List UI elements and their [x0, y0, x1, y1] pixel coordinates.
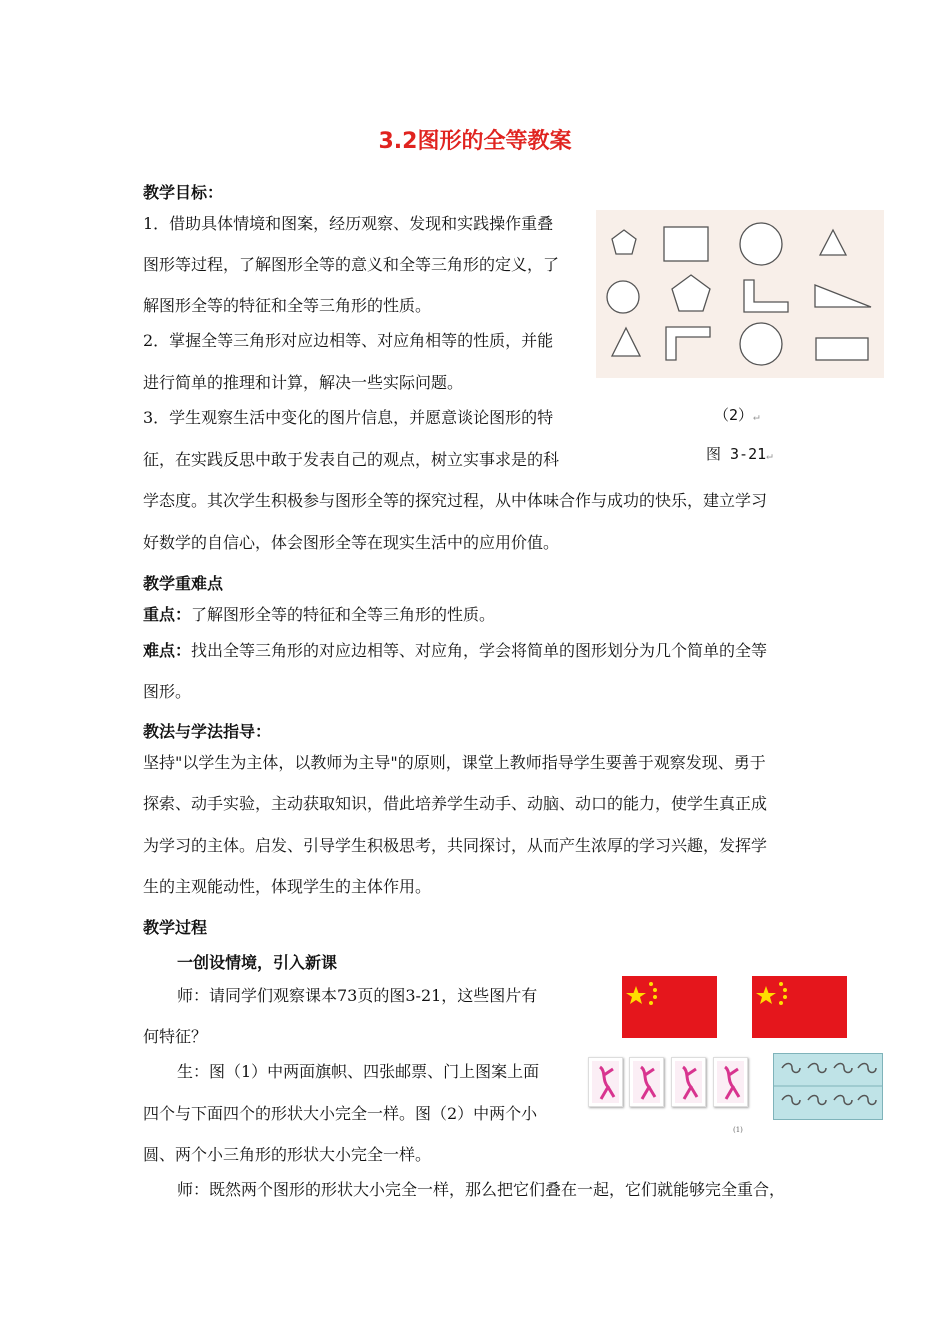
- method-line1: 坚持"以学生为主体，以教师为主导"的原则，课堂上教师指导学生要善于观察发现、勇于: [143, 753, 766, 772]
- goal2-line2: 进行简单的推理和计算，解决一些实际问题。: [143, 373, 464, 392]
- method-line2: 探索、动手实验，主动获取知识，借此培养学生动手、动脑、动口的能力，使学生真正成: [143, 794, 768, 813]
- flag-stars-svg: [622, 976, 717, 1038]
- pentagon-shape: [612, 230, 636, 254]
- pentagon-shape: [672, 275, 710, 311]
- figure-caption: 图 3-21↵: [706, 445, 773, 463]
- key-point-line: [143, 607, 495, 623]
- goal1-line1: 1．借助具体情境和图案，经历观察、发现和实践操作重叠: [143, 214, 554, 233]
- goal1-line2: 图形等过程，了解图形全等的意义和全等三角形的定义，了: [143, 255, 560, 274]
- difficulty-label: 难点：: [143, 641, 192, 660]
- circle-shape: [740, 223, 782, 265]
- difficulty-text: 找出全等三角形的对应边相等、对应角，学会将简单的图形划分为几个简单的全等: [191, 641, 768, 660]
- circle-shape: [607, 281, 639, 313]
- teacher-line2: 何特征？: [143, 1027, 208, 1046]
- key-points-heading: 教学重难点: [143, 574, 224, 593]
- stamp-image: [629, 1057, 664, 1107]
- method-heading: 教法与学法指导：: [143, 722, 272, 741]
- triangle-shape: [820, 230, 846, 255]
- rectangle-shape: [816, 338, 868, 360]
- difficulty-line1: [143, 643, 767, 659]
- teacher-line1: 师：请同学们观察课本73页的图3-21，这些图片有: [177, 986, 538, 1005]
- key-text: 了解图形全等的特征和全等三角形的性质。: [191, 605, 496, 624]
- l-shape: [744, 280, 788, 312]
- circle-shape: [740, 323, 782, 365]
- page-title: 3.2图形的全等教案: [378, 129, 572, 154]
- student-line2: 四个与下面四个的形状大小完全一样。图（2）中两个小: [143, 1104, 538, 1123]
- difficulty-line2: 图形。: [143, 682, 192, 701]
- method-line4: 生的主观能动性，体现学生的主体作用。: [143, 877, 432, 896]
- goals-heading: 教学目标：: [143, 183, 224, 202]
- door-pattern-svg: [774, 1054, 882, 1119]
- figure-subcaption-1: (1): [733, 1126, 743, 1134]
- goal1-line3: 解图形全等的特征和全等三角形的性质。: [143, 296, 432, 315]
- goal3-line3: 学态度。其次学生积极参与图形全等的探究过程，从中体味合作与成功的快乐，建立学习: [143, 491, 768, 510]
- key-label: 重点：: [143, 605, 192, 624]
- stamp-image: [713, 1057, 748, 1107]
- shapes-figure: [596, 210, 884, 378]
- figure-subcaption-2: （2）↵: [714, 406, 760, 424]
- method-line3: 为学习的主体。启发、引导学生积极思考，共同探讨，从而产生浓厚的学习兴趣，发挥学: [143, 836, 768, 855]
- triangle-shape: [612, 328, 640, 356]
- flag-image: [622, 976, 717, 1038]
- student-line1: 生：图（1）中两面旗帜、四张邮票、门上图案上面: [177, 1062, 540, 1081]
- rectangle-shape: [664, 227, 708, 261]
- goal2-line1: 2．掌握全等三角形对应边相等、对应角相等的性质，并能: [143, 331, 554, 350]
- process-heading: 教学过程: [143, 918, 208, 937]
- stamp-image: [671, 1057, 706, 1107]
- flag-stars-svg: [752, 976, 847, 1038]
- right-triangle-shape: [815, 285, 871, 307]
- door-pattern-image: [773, 1053, 883, 1120]
- goal3-line4: 好数学的自信心，体会图形全等在现实生活中的应用价值。: [143, 533, 560, 552]
- sub-heading: 一创设情境，引入新课: [177, 953, 338, 972]
- l-shape: [666, 327, 710, 360]
- student-line3: 圆、两个小三角形的形状大小完全一样。: [143, 1145, 432, 1164]
- return-mark-icon: ↵: [766, 449, 773, 462]
- shapes-svg: [596, 210, 884, 378]
- goal3-line2: 征，在实践反思中敢于发表自己的观点，树立实事求是的科: [143, 450, 560, 469]
- stamp-image: [588, 1057, 623, 1107]
- goal3-line1: 3．学生观察生活中变化的图片信息，并愿意谈论图形的特: [143, 408, 554, 427]
- flag-image: [752, 976, 847, 1038]
- teacher-line3: 师：既然两个图形的形状大小完全一样，那么把它们叠在一起，它们就能够完全重合，: [177, 1180, 786, 1199]
- return-mark-icon: ↵: [753, 410, 760, 423]
